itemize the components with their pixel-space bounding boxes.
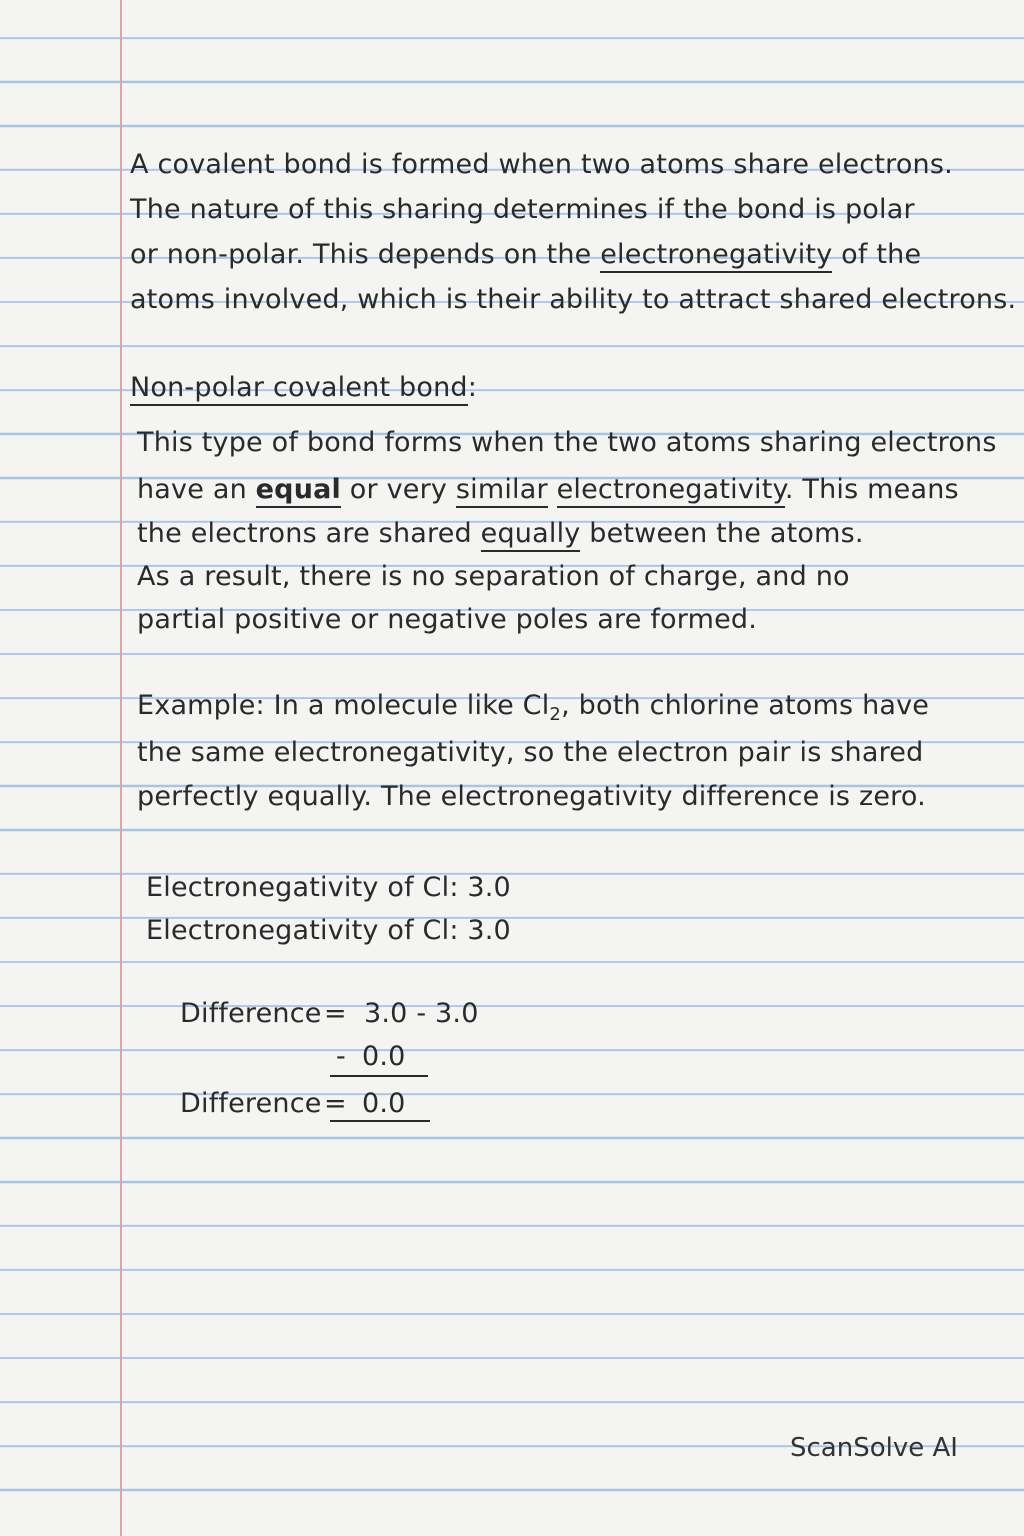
- calc-equals-1: =: [324, 998, 347, 1029]
- underlined-term: electronegativity: [600, 239, 832, 273]
- body-line-5: partial positive or negative poles are formed.: [137, 604, 758, 635]
- margin-line: [120, 0, 122, 1536]
- underlined-term: electronegativity: [557, 474, 785, 508]
- intro-line-1: A covalent bond is formed when two atoms share electrons.: [130, 149, 953, 180]
- calc-label-1: Difference: [180, 998, 322, 1029]
- value-line-1: Electronegativity of Cl: 3.0: [146, 872, 511, 903]
- calc-label-2: Difference: [180, 1088, 322, 1119]
- section-heading: Non-polar covalent bond:: [130, 368, 477, 408]
- example-line-3: perfectly equally. The electronegativity difference is zero.: [137, 781, 926, 812]
- brand-signature: ScanSolve AI: [790, 1433, 958, 1463]
- calc-equals-2: =: [324, 1088, 347, 1119]
- calc-rule-1: [330, 1075, 428, 1077]
- underlined-term: equally: [481, 518, 581, 552]
- calc-expression: 3.0 - 3.0: [364, 998, 479, 1029]
- calc-sub-value: 0.0: [362, 1041, 406, 1072]
- calc-result: 0.0: [362, 1088, 406, 1119]
- subscript: 2: [549, 704, 562, 725]
- body-line-3: the electrons are shared equally between the atoms.: [137, 514, 864, 554]
- bold-term: equal: [256, 474, 341, 508]
- example-line-1: Example: In a molecule like $Cl_2$, both chlorine atoms have: [137, 690, 930, 725]
- underlined-term: similar: [456, 474, 548, 508]
- value-line-2: Electronegativity of Cl: 3.0: [146, 915, 511, 946]
- intro-line-2: The nature of this sharing determines if the bond is polar: [130, 194, 915, 225]
- intro-line-4: atoms involved, which is their ability to attract shared electrons.: [130, 284, 1017, 315]
- calc-rule-2: [330, 1120, 430, 1122]
- calc-minus: -: [336, 1041, 346, 1072]
- body-line-4: As a result, there is no separation of charge, and no: [137, 561, 850, 592]
- intro-line-3: or non-polar. This depends on the electronegativity of the: [130, 235, 921, 275]
- body-line-1: This type of bond forms when the two atoms sharing electrons: [137, 427, 997, 458]
- example-line-2: the same electronegativity, so the electron pair is shared: [137, 737, 924, 768]
- body-line-2: have an equal or very similar electronegativity. This means: [137, 470, 959, 510]
